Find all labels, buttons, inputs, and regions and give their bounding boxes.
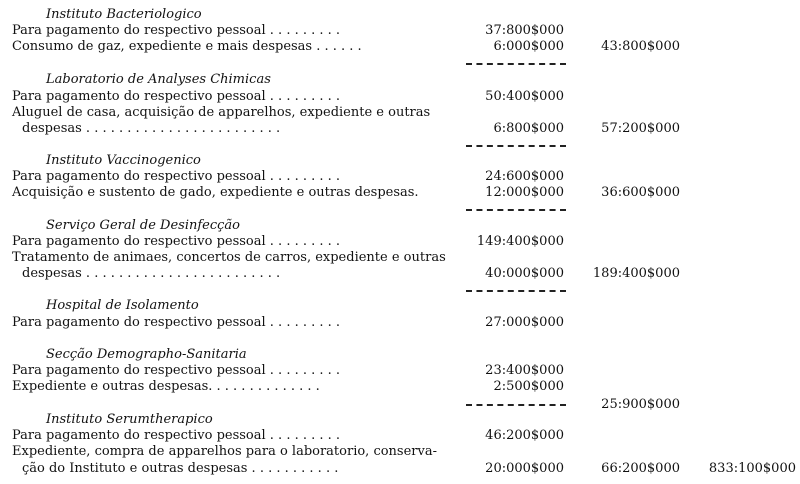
line-item-amount: 37:800$000 [485, 23, 564, 38]
sum-rule [466, 145, 566, 147]
section-subtotal: 66:200$000 [601, 461, 680, 476]
sum-rule [466, 404, 566, 406]
section-heading: Laboratorio de Analyses Chimicas [46, 72, 271, 87]
section-heading: Instituto Vaccinogenico [46, 153, 201, 168]
line-item-text: Para pagamento do respectivo pessoal . . . . . . . . . [12, 234, 341, 249]
section-heading: Secção Demographo-Sanitaria [46, 347, 247, 362]
line-item-text: ção do Instituto e outras despesas . . . . . . . . . . . [22, 461, 339, 476]
section-subtotal: 36:600$000 [601, 185, 680, 200]
section-heading: Instituto Serumtherapico [46, 412, 213, 427]
line-item-text: Para pagamento do respectivo pessoal . . . . . . . . . [12, 23, 341, 38]
line-item-amount: 12:000$000 [485, 185, 564, 200]
line-item-text: Expediente, compra de apparelhos para o laboratorio, conserva- [12, 444, 437, 459]
line-item-amount: 149:400$000 [476, 234, 564, 249]
line-item-text: Para pagamento do respectivo pessoal . . . . . . . . . [12, 315, 341, 330]
sum-rule [466, 209, 566, 211]
line-item-amount: 2:500$000 [493, 379, 564, 394]
section-subtotal: 57:200$000 [601, 121, 680, 136]
sum-rule [466, 63, 566, 65]
grand-total: 833:100$000 [708, 461, 796, 476]
line-item-text: Para pagamento do respectivo pessoal . . . . . . . . . [12, 89, 341, 104]
line-item-text: Expediente e outras despesas. . . . . . . . . . . . . . [12, 379, 320, 394]
line-item-text: despesas . . . . . . . . . . . . . . . . . . . . . . . . [22, 121, 281, 136]
section-heading: Serviço Geral de Desinfecção [46, 218, 240, 233]
line-item-amount: 50:400$000 [485, 89, 564, 104]
line-item-amount: 40:000$000 [485, 266, 564, 281]
line-item-amount: 24:600$000 [485, 169, 564, 184]
line-item-text: Acquisição e sustento de gado, expediente e outras despesas. [12, 185, 419, 200]
line-item-text: Tratamento de animaes, concertos de carros, expediente e outras [12, 250, 446, 265]
line-item-amount: 6:000$000 [493, 39, 564, 54]
line-item-amount: 6:800$000 [493, 121, 564, 136]
section-subtotal: 189:400$000 [592, 266, 680, 281]
section-heading: Hospital de Isolamento [46, 298, 199, 313]
line-item-amount: 23:400$000 [485, 363, 564, 378]
line-item-amount: 20:000$000 [485, 461, 564, 476]
line-item-text: despesas . . . . . . . . . . . . . . . . . . . . . . . . [22, 266, 281, 281]
section-subtotal: 43:800$000 [601, 39, 680, 54]
line-item-text: Consumo de gaz, expediente e mais despesas . . . . . . [12, 39, 362, 54]
sum-rule [466, 290, 566, 292]
line-item-text: Para pagamento do respectivo pessoal . . . . . . . . . [12, 428, 341, 443]
section-subtotal: 25:900$000 [601, 397, 680, 412]
line-item-text: Para pagamento do respectivo pessoal . . . . . . . . . [12, 363, 341, 378]
line-item-amount: 46:200$000 [485, 428, 564, 443]
line-item-text: Para pagamento do respectivo pessoal . . . . . . . . . [12, 169, 341, 184]
section-heading: Instituto Bacteriologico [46, 7, 202, 22]
line-item-text: Aluguel de casa, acquisição de apparelhos, expediente e outras [12, 105, 431, 120]
line-item-amount: 27:000$000 [485, 315, 564, 330]
